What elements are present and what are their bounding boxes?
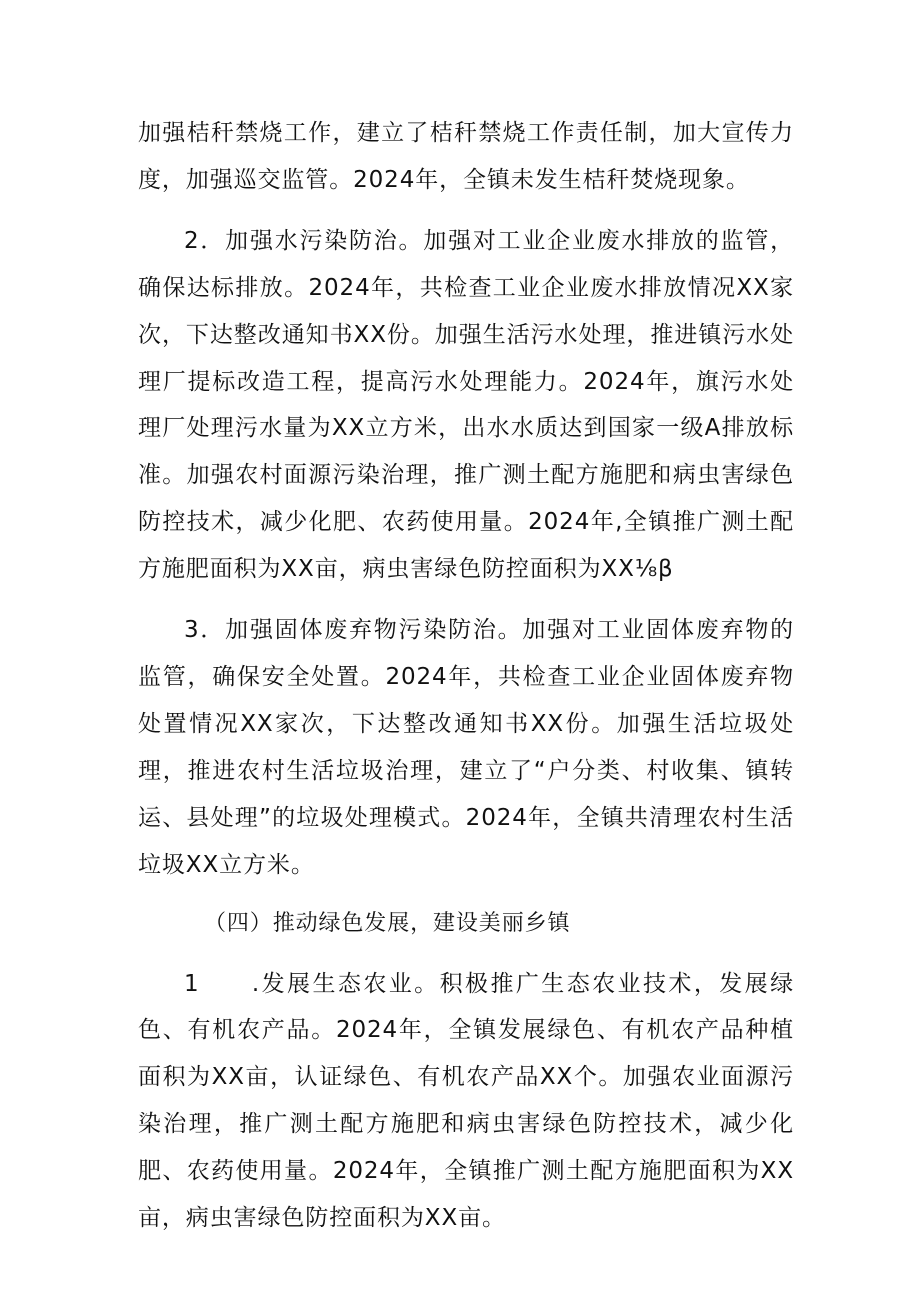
- paragraph-water-pollution: 2．加强水污染防治。加强对工业企业废水排放的监管，确保达标排放。2024年，共检查工业企业废水排放情况XX家次，下达整改通知书XX份。加强生活污水处理，推进镇污水处理厂提标改造工程，提高污水处理能力。2024年，旗污水处理厂处理污水量为XX立方米，出水水质达到国家一级A排放标准。加强农村面源污染治理，推广测土配方施肥和病虫害绿色防控技术，减少化肥、农药使用量。2024年,全镇推广测土配方施肥面积为XX亩，病虫害绿色防控面积为XX⅛β: [138, 227, 794, 583]
- paragraph-solid-waste: 3．加强固体废弃物污染防治。加强对工业固体废弃物的监管，确保安全处置。2024年，共检查工业企业固体废弃物处置情况XX家次，下达整改通知书XX份。加强生活垃圾处理，推进农村生活垃圾治理，建立了“户分类、村收集、镇转运、县处理”的垃圾处理模式。2024年，全镇共清理农村生活垃圾XX立方米。: [138, 617, 794, 878]
- section-heading: （四）推动绿色发展，建设美丽乡镇: [204, 910, 571, 936]
- paragraph-eco-agriculture: 1 .发展生态农业。积极推广生态农业技术，发展绿色、有机农产品。2024年，全镇发展绿色、有机农产品种植面积为XX亩，认证绿色、有机农产品XX个。加强农业面源污染治理，推广测土配方施肥和病虫害绿色防控技术，减少化肥、农药使用量。2024年，全镇推广测土配方施肥面积为XX亩，病虫害绿色防控面积为XX亩。: [138, 970, 794, 1232]
- paragraph-straw-burning: 加强桔秆禁烧工作，建立了桔秆禁烧工作责任制，加大宣传力度，加强巡交监管。2024年，全镇未发生桔秆焚烧现象。: [138, 120, 794, 193]
- document-body: [138, 110, 794, 1242]
